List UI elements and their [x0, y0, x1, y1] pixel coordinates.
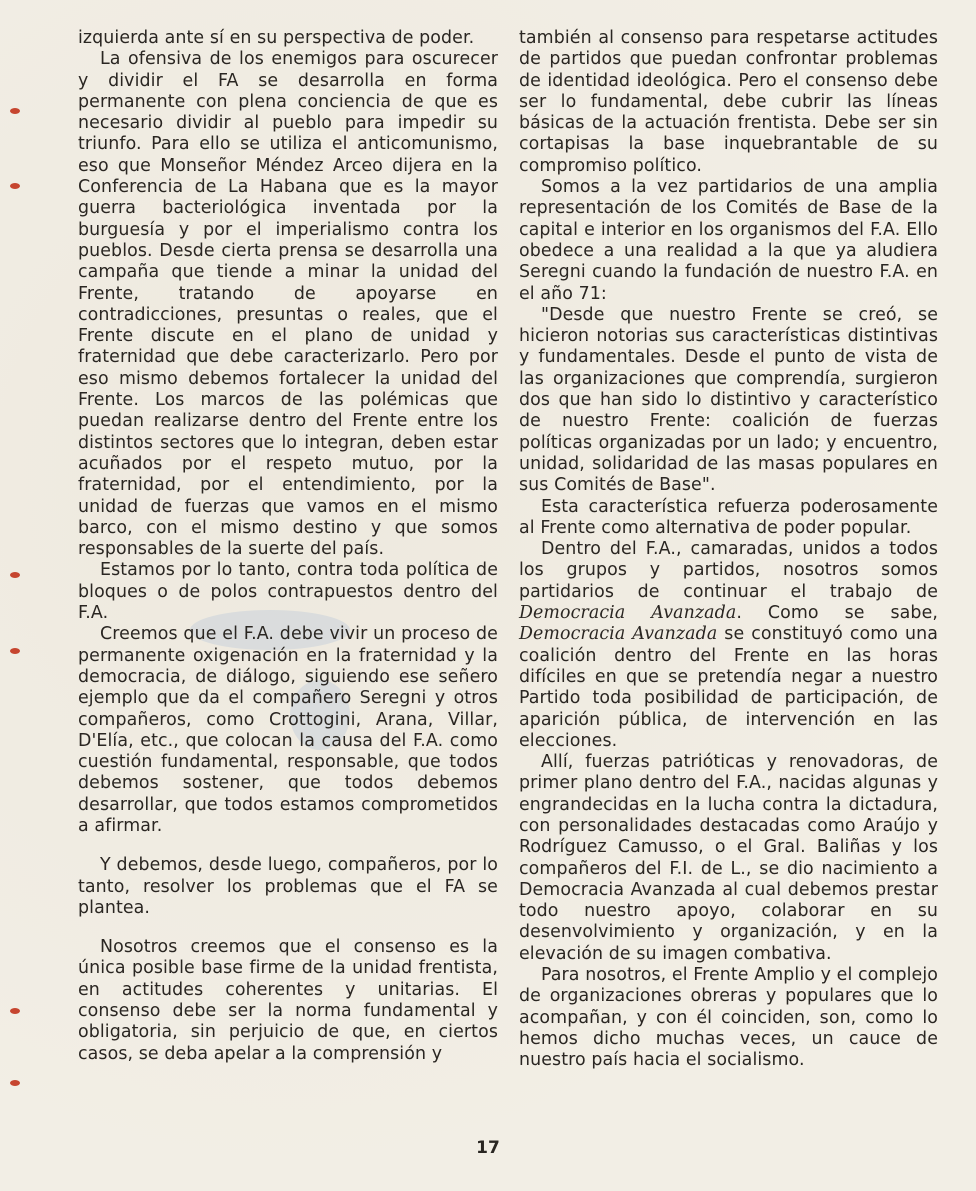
- paragraph: Nosotros creemos que el consenso es la única posible base firme de la unidad frentista, en actitudes coherentes y unitarias. El consenso debe ser la norma fundamental y obligatoria, sin perjuicio de que, en ciertos casos, se deba apelar a la comprensión y: [78, 937, 498, 1064]
- paragraph: Creemos que el F.A. debe vivir un proceso de permanente oxigenación en la fraternidad y la democracia, de diálogo, siguiendo ese señero ejemplo que da el compañero Seregni y otros compañeros, como Crottogini, Arana, Villar, D'Elía, etc., que colocan la causa del F.A. como cuestión fundamental, responsable, que todos debemos sostener, que todos debemos desarrollar, que todos estamos comprometidos a afirmar.: [78, 624, 498, 836]
- paragraph: Y debemos, desde luego, compañeros, por lo tanto, resolver los problemas que el FA se plantea.: [78, 855, 498, 918]
- right-column: [519, 28, 938, 1072]
- paragraph: Esta característica refuerza poderosamente al Frente como alternativa de poder popular.: [519, 496, 938, 538]
- binding-mark: [10, 572, 20, 578]
- italic-name: Democracia Avanzada: [519, 603, 737, 624]
- paragraph-text: Dentro del F.A., camaradas, unidos a todos los grupos y partidos, nosotros somos partidarios de continuar el trabajo de: [519, 539, 938, 602]
- binding-mark: [10, 108, 20, 114]
- binding-mark: [10, 1008, 20, 1014]
- binding-mark: [10, 1080, 20, 1086]
- paragraph: Estamos por lo tanto, contra toda política de bloques o de polos contrapuestos dentro del F.A.: [78, 560, 498, 624]
- paragraph: Allí, fuerzas patrióticas y renovadoras, de primer plano dentro del F.A., nacidas algunas y engrandecidas en la lucha contra la dictadura, con personalidades destacadas como Araújo y Rodríguez Camusso, o el Gral. Baliñas y los compañeros del F.I. de L., se dio nacimiento a Democracia Avanzada al cual debemos prestar todo nuestro apoyo, colaborar en su desenvolvimiento y organización, y en la elevación de su imagen combativa.: [519, 752, 938, 964]
- paragraph-text: . Como se sabe,: [736, 603, 938, 624]
- binding-mark: [10, 183, 20, 189]
- paragraph: La ofensiva de los enemigos para oscurecer y dividir el FA se desarrolla en forma permanente con plena conciencia de que es necesario dividir al pueblo para impedir su triunfo. Para ello se utiliza el anticomunismo, eso que Monseñor Méndez Arceo dijera en la Conferencia de La Habana que es la mayor guerra bacteriológica inventada por la burguesía y por el imperialismo contra los pueblos. Desde cierta prensa se desarrolla una campaña que tiende a minar la unidad del Frente, tratando de apoyarse en contradicciones, presuntas o reales, que el Frente discute en el plano de unidad y fraternidad que debe caracterizarlo. Pero por eso mismo debemos fortalecer la unidad del Frente. Los marcos de las polémicas que puedan realizarse dentro del Frente entre los distintos sectores que lo integran, deben estar acuñados por el respeto mutuo, por la fraternidad, por el entendimiento, por la unidad de fuerzas que vamos en el mismo barco, con el mismo destino y que somos responsables de la suerte del país.: [78, 49, 498, 560]
- paragraph: [519, 539, 938, 752]
- paragraph-text: se constituyó como una coalición dentro del Frente en las horas difíciles en que se pretendía negar a nuestro Partido toda posibilidad de participación, de aparición pública, de intervención en las elecciones.: [519, 624, 938, 751]
- binding-mark: [10, 648, 20, 654]
- paragraph: Somos a la vez partidarios de una amplia representación de los Comités de Base de la capital e interior en los organismos del F.A. Ello obedece a una realidad a la que ya aludiera Seregni cuando la fundación de nuestro F.A. en el año 71:: [519, 177, 938, 304]
- paragraph: izquierda ante sí en su perspectiva de poder.: [78, 28, 475, 48]
- left-column: [78, 28, 498, 1065]
- page-number: 17: [476, 1138, 500, 1158]
- quote-paragraph: "Desde que nuestro Frente se creó, se hicieron notorias sus características distintivas y fundamentales. Desde el punto de vista de las organizaciones que comprendía, surgieron dos que han sido lo distintivo y característico de nuestro Frente: coalición de fuerzas políticas organizadas por un lado; y encuentro, unidad, solidaridad de las masas populares en sus Comités de Base".: [519, 304, 938, 496]
- italic-name: Democracia Avanzada: [519, 624, 718, 645]
- paragraph: Para nosotros, el Frente Amplio y el complejo de organizaciones obreras y populares que lo acompañan, y con él coinciden, son, como lo hemos dicho muchas veces, un cauce de nuestro país hacia el socialismo.: [519, 965, 939, 1071]
- paragraph: también al consenso para respetarse actitudes de partidos que puedan confrontar problemas de identidad ideológica. Pero el consenso debe ser lo fundamental, debe cubrir las líneas básicas de la actuación frentista. Debe ser sin cortapisas la base inquebrantable de su compromiso político.: [519, 28, 938, 176]
